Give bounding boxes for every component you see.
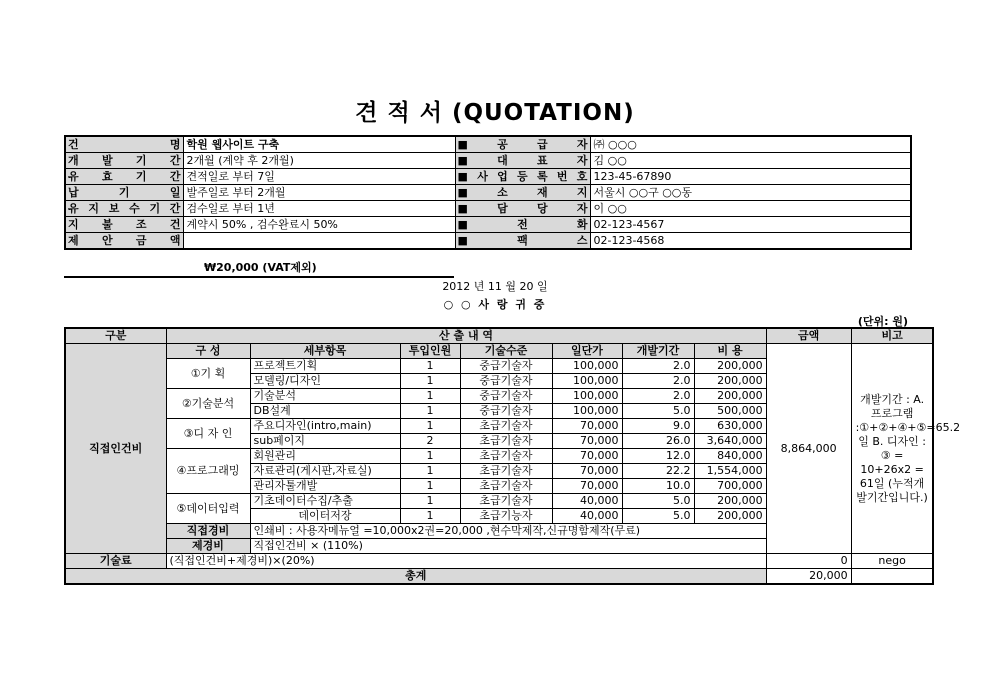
label-char: 번 [556, 170, 568, 183]
label-char: 소 [497, 186, 508, 199]
info-label-left [65, 185, 183, 201]
skill-level: 중급기술자 [460, 404, 552, 419]
label-char: 불 [101, 218, 113, 231]
info-value-left: 견적일로 부터 7일 [183, 169, 455, 185]
header-item: 세부항목 [250, 344, 400, 359]
label-char: 유 [68, 202, 79, 215]
extra-label: 기술료 [65, 554, 166, 569]
info-value-left: 계약시 50% , 검수완료시 50% [183, 217, 455, 233]
label-char: 담 [497, 202, 508, 215]
label-char: 기 [135, 154, 147, 167]
extra-cost-row [65, 524, 933, 539]
label-char: 간 [169, 154, 181, 167]
direct-labor-label: 직접인건비 [65, 344, 166, 554]
info-label-right-text [458, 169, 588, 184]
item-name: sub페이지 [250, 434, 400, 449]
item-cost: 1,554,000 [694, 464, 766, 479]
item-cost: 840,000 [694, 449, 766, 464]
daily-rate: 70,000 [552, 434, 622, 449]
daily-rate: 70,000 [552, 449, 622, 464]
square-bullet-icon: ■ [457, 138, 468, 151]
quote-date: 2012 년 11 월 20 일 [442, 280, 548, 293]
proposal-amount: ₩20,000 (VAT제외) [64, 260, 454, 278]
header-category: 구분 [65, 328, 166, 344]
item-name: 프로젝트기획 [250, 359, 400, 374]
info-label-right-text [458, 185, 588, 200]
people-count: 1 [400, 494, 460, 509]
item-name: 모델링/디자인 [250, 374, 400, 389]
info-value-left: 검수일로 부터 1년 [183, 201, 455, 217]
skill-level: 초급기술자 [460, 494, 552, 509]
dev-period: 9.0 [622, 419, 694, 434]
skill-level: 초급기술자 [460, 419, 552, 434]
info-label-left-text [68, 185, 181, 200]
header-composition: 구 성 [166, 344, 250, 359]
square-bullet-icon: ■ [457, 234, 468, 247]
label-char: 유 [68, 170, 79, 183]
info-label-left [65, 217, 183, 233]
info-label-left-text [68, 201, 181, 216]
header-cost: 비 용 [694, 344, 766, 359]
extra-cost-row [65, 539, 933, 554]
info-label-left [65, 201, 183, 217]
quotation-info-table [64, 135, 912, 250]
header-skill: 기술수준 [460, 344, 552, 359]
item-name: 관리자툴개발 [250, 479, 400, 494]
label-char: 당 [536, 202, 548, 215]
info-label-right-text [458, 217, 588, 232]
label-char: 간 [169, 202, 181, 215]
label-char: 발 [101, 154, 113, 167]
people-count: 1 [400, 404, 460, 419]
label-char: 기 [149, 202, 161, 215]
extra-desc: (직접인건비+제경비)×(20%) [166, 554, 766, 569]
label-char: 스 [576, 234, 588, 247]
extra-amount: 0 [766, 554, 851, 569]
info-row [65, 185, 911, 201]
square-bullet-icon: ■ [457, 202, 468, 215]
info-label-right [455, 233, 590, 250]
info-label-right [455, 153, 590, 169]
square-bullet-icon: ■ [457, 186, 468, 199]
item-cost: 500,000 [694, 404, 766, 419]
info-label-left-text [68, 137, 181, 152]
info-label-right-text [458, 233, 588, 248]
info-label-left-text [68, 153, 181, 168]
dev-period: 12.0 [622, 449, 694, 464]
label-char: 자 [576, 154, 588, 167]
label-char: 재 [536, 186, 548, 199]
item-cost: 200,000 [694, 494, 766, 509]
label-char: 전 [517, 218, 528, 231]
people-count: 2 [400, 434, 460, 449]
label-char: 자 [576, 202, 588, 215]
info-label-right [455, 169, 590, 185]
recipient: ○ ○ 사 랑 귀 중 [443, 298, 547, 311]
extra-desc: 직접인건비 × (110%) [250, 539, 851, 554]
label-char: 금 [135, 234, 147, 247]
info-value-left [183, 233, 455, 250]
unit-label: (단위: 원) [857, 315, 908, 328]
info-row [65, 233, 911, 250]
item-name: 주요디자인(intro,main) [250, 419, 400, 434]
total-row [65, 569, 933, 585]
daily-rate: 70,000 [552, 464, 622, 479]
label-char: 공 [497, 138, 508, 151]
total-label: 총계 [65, 569, 766, 585]
label-char: 화 [576, 218, 588, 231]
label-char: 사 [477, 170, 488, 183]
info-row [65, 217, 911, 233]
item-cost: 200,000 [694, 374, 766, 389]
item-name: 자료관리(게시판,자료실) [250, 464, 400, 479]
people-count: 1 [400, 374, 460, 389]
item-name: 데이터저장 [250, 509, 400, 524]
info-label-left [65, 233, 183, 250]
total-remark [851, 569, 933, 585]
label-char: 업 [497, 170, 508, 183]
label-char: 납 [68, 186, 79, 199]
info-value-right: 123-45-67890 [590, 169, 911, 185]
people-count: 1 [400, 464, 460, 479]
skill-level: 중급기술자 [460, 359, 552, 374]
label-char: 제 [68, 234, 79, 247]
info-label-right-text [458, 201, 588, 216]
total-amount: 20,000 [766, 569, 851, 585]
extra-desc: 인쇄비 : 사용자메뉴얼 =10,000x2권=20,000 ,현수막제작,신규명함제작(무료) [250, 524, 851, 539]
label-char: 간 [169, 170, 181, 183]
label-char: 지 [576, 186, 588, 199]
info-value-right: 이 ○○ [590, 201, 911, 217]
daily-rate: 40,000 [552, 494, 622, 509]
dev-period: 2.0 [622, 359, 694, 374]
info-label-left [65, 136, 183, 153]
people-count: 1 [400, 479, 460, 494]
label-char: 표 [536, 154, 548, 167]
direct-labor-note: 개발기간 : A.프로그램 :①+②+④+⑤=65.2일 B. 디자인 : ③ = 10+26x2 = 61일 (누적개발기간입니다.) [851, 344, 933, 554]
info-label-left [65, 153, 183, 169]
header-daily: 일단가 [552, 344, 622, 359]
label-char: 기 [135, 170, 147, 183]
people-count: 1 [400, 509, 460, 524]
skill-level: 초급기술자 [460, 434, 552, 449]
label-char: 대 [497, 154, 508, 167]
label-char: 명 [169, 138, 181, 151]
label-char: 건 [169, 218, 181, 231]
item-cost: 700,000 [694, 479, 766, 494]
item-cost: 200,000 [694, 509, 766, 524]
label-char: 액 [169, 234, 181, 247]
info-label-left [65, 169, 183, 185]
info-label-right-text [458, 153, 588, 168]
info-row [65, 153, 911, 169]
dev-period: 5.0 [622, 509, 694, 524]
daily-rate: 70,000 [552, 479, 622, 494]
info-label-left-text [68, 233, 181, 248]
square-bullet-icon: ■ [457, 218, 468, 231]
item-name: 기초데이터수집/추출 [250, 494, 400, 509]
daily-rate: 40,000 [552, 509, 622, 524]
info-value-right: 서울시 ○○구 ○○동 [590, 185, 911, 201]
daily-rate: 100,000 [552, 359, 622, 374]
daily-rate: 100,000 [552, 389, 622, 404]
label-char: 자 [576, 138, 588, 151]
info-value-right: ㈜ ○○○ [590, 136, 911, 153]
item-cost: 3,640,000 [694, 434, 766, 449]
document-title: 견 적 서 (QUOTATION) [355, 100, 635, 126]
people-count: 1 [400, 419, 460, 434]
item-name: 기술분석 [250, 389, 400, 404]
dev-period: 22.2 [622, 464, 694, 479]
group-name: ③디 자 인 [166, 419, 250, 449]
extra-remark: nego [851, 554, 933, 569]
info-label-left-text [68, 169, 181, 184]
info-value-right: 김 ○○ [590, 153, 911, 169]
skill-level: 중급기술자 [460, 389, 552, 404]
skill-level: 초급기술자 [460, 449, 552, 464]
extra-label: 제경비 [166, 539, 250, 554]
info-value-right: 02-123-4568 [590, 233, 911, 250]
item-name: 회원관리 [250, 449, 400, 464]
daily-rate: 100,000 [552, 404, 622, 419]
info-value-left: 2개월 (계약 후 2개월) [183, 153, 455, 169]
info-row [65, 201, 911, 217]
label-char: 수 [129, 202, 140, 215]
label-char: 일 [169, 186, 181, 199]
info-row [65, 169, 911, 185]
people-count: 1 [400, 389, 460, 404]
dev-period: 26.0 [622, 434, 694, 449]
label-char: 효 [101, 170, 113, 183]
header-row-1 [65, 328, 933, 344]
skill-level: 초급기술자 [460, 464, 552, 479]
info-label-right [455, 185, 590, 201]
header-calc: 산 출 내 역 [166, 328, 766, 344]
dev-period: 2.0 [622, 389, 694, 404]
info-label-right [455, 201, 590, 217]
info-value-right: 02-123-4567 [590, 217, 911, 233]
item-cost: 200,000 [694, 359, 766, 374]
item-name: DB설계 [250, 404, 400, 419]
label-char: 기 [118, 186, 130, 199]
header-people: 투입인원 [400, 344, 460, 359]
header-remark: 비고 [851, 328, 933, 344]
item-cost: 630,000 [694, 419, 766, 434]
cost-detail-table [64, 327, 961, 585]
extra-cost-row [65, 554, 933, 569]
dev-period: 5.0 [622, 404, 694, 419]
label-char: 지 [68, 218, 79, 231]
group-name: ⑤데이터입력 [166, 494, 250, 524]
label-char: 보 [108, 202, 120, 215]
skill-level: 중급기술자 [460, 374, 552, 389]
info-label-right-text [458, 137, 588, 152]
dev-period: 2.0 [622, 374, 694, 389]
group-name: ②기술분석 [166, 389, 250, 419]
skill-level: 초급기술자 [460, 479, 552, 494]
info-value-left: 학원 웹사이트 구축 [183, 136, 455, 153]
label-char: 등 [517, 170, 528, 183]
label-char: 호 [576, 170, 588, 183]
daily-rate: 100,000 [552, 374, 622, 389]
skill-level: 초급기능자 [460, 509, 552, 524]
label-char: 록 [536, 170, 548, 183]
label-char: 급 [536, 138, 548, 151]
group-name: ④프로그래밍 [166, 449, 250, 494]
extra-label: 직접경비 [166, 524, 250, 539]
label-char: 조 [135, 218, 147, 231]
people-count: 1 [400, 449, 460, 464]
info-label-right [455, 217, 590, 233]
item-cost: 200,000 [694, 389, 766, 404]
header-period: 개발기간 [622, 344, 694, 359]
dev-period: 5.0 [622, 494, 694, 509]
info-label-right [455, 136, 590, 153]
label-char: 건 [68, 138, 79, 151]
square-bullet-icon: ■ [457, 154, 468, 167]
header-amount: 금액 [766, 328, 851, 344]
daily-rate: 70,000 [552, 419, 622, 434]
label-char: 안 [101, 234, 113, 247]
info-row [65, 136, 911, 153]
label-char: 개 [68, 154, 79, 167]
header-row-2 [65, 344, 933, 359]
direct-labor-amount: 8,864,000 [766, 344, 851, 554]
info-label-left-text [68, 217, 181, 232]
label-char: 지 [88, 202, 99, 215]
group-name: ①기 획 [166, 359, 250, 389]
people-count: 1 [400, 359, 460, 374]
info-value-left: 발주일로 부터 2개월 [183, 185, 455, 201]
label-char: 팩 [517, 234, 528, 247]
dev-period: 10.0 [622, 479, 694, 494]
square-bullet-icon: ■ [457, 170, 468, 183]
